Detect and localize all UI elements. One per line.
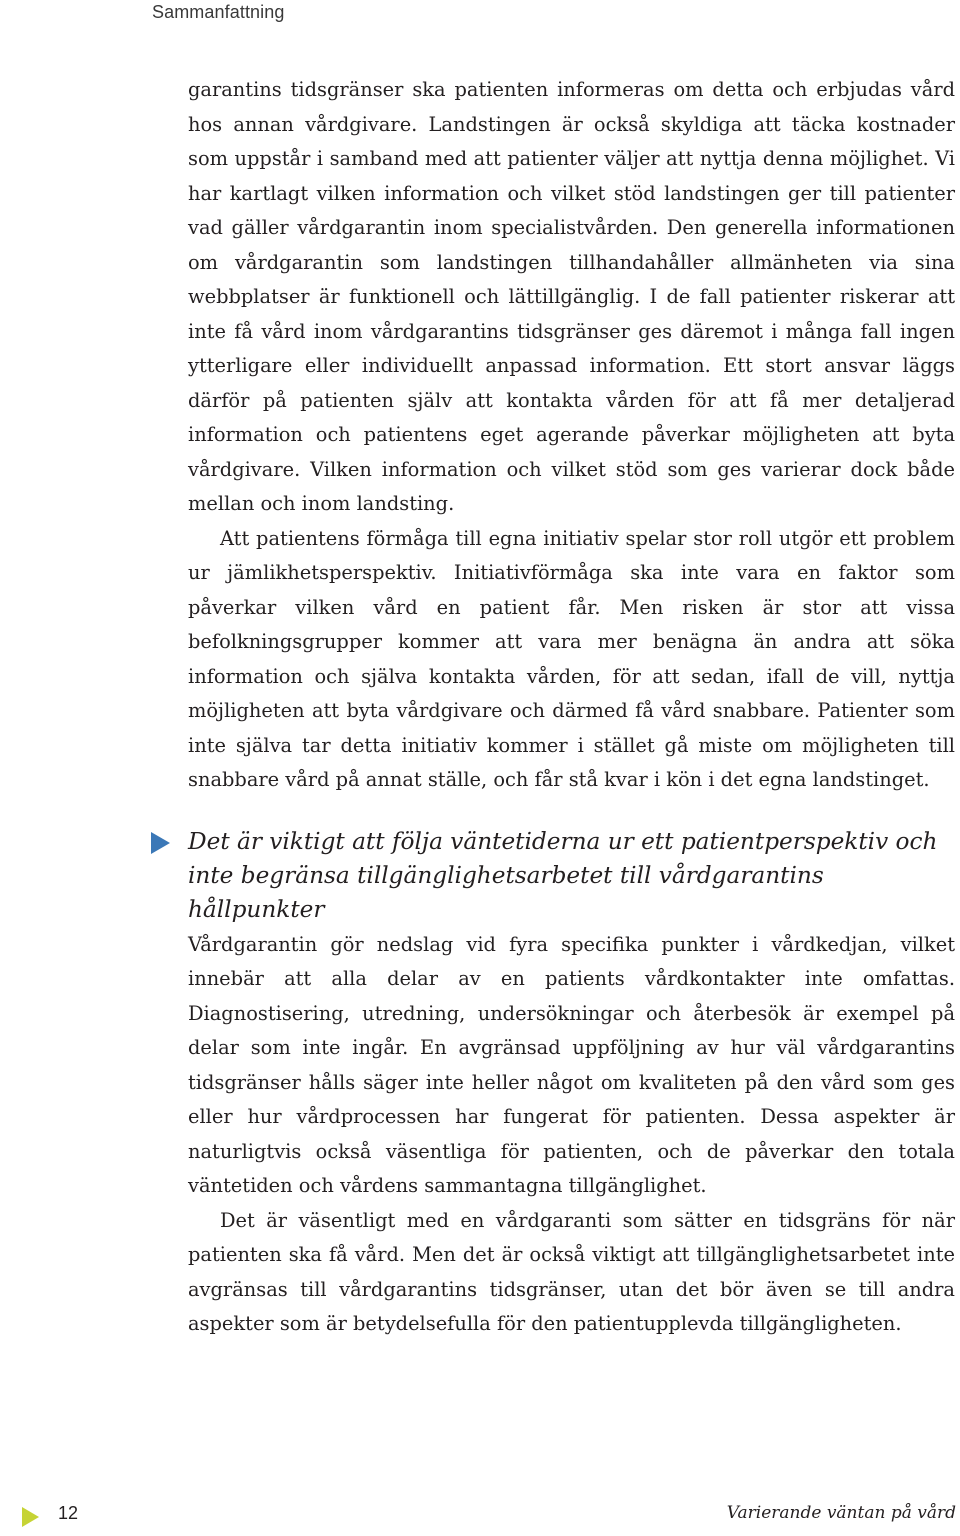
body-paragraph: Att patientens förmåga till egna initiativ spelar stor roll utgör ett problem ur jämlikhetsperspektiv. Initiativförmåga ska inte vara en faktor som påverkar vilken vård en patient får. Men risken är stor att vissa befolkningsgrupper kommer att vara mer benägna än andra att söka information och själva kontakta vården, för att sedan, ifall de vill, nyttja möjligheten att byta vårdgivare och därmed få vård snabbare. Patienter som inte själva tar detta initiativ kommer i stället gå miste om möjligheten till snabbare vård på annat ställe, och får stå kvar i kön i det egna landstinget. — [188, 526, 955, 791]
footer-triangle-icon — [22, 1507, 39, 1527]
page-number: 12 — [58, 1503, 79, 1523]
running-header-title: Sammanfattning — [152, 2, 285, 22]
triangle-right-icon — [151, 832, 170, 854]
body-paragraph: Vårdgarantin gör nedslag vid fyra specifika punkter i vårdkedjan, vilket innebär att alla delar av en patients vårdkontakter inte omfattas. Diagnostisering, utredning, undersökningar och återbesök är exempel på delar som inte ingår. En avgränsad uppföljning av hur väl vårdgarantins tidsgränser hålls säger inte heller något om kvaliteten på den vård som ges eller hur vårdprocessen har fungerat för patienten. Dessa aspekter är naturligtvis också väsentliga för patienten, och de påverkar den totala väntetiden och vårdens sammantagna tillgänglighet. — [188, 932, 955, 1197]
section-heading: Det är viktigt att följa väntetiderna ur ett patientperspektiv och inte begränsa tillgänglighetsarbetet till vårdgarantins hållpunkter — [188, 827, 938, 923]
main-text-column — [188, 73, 955, 1342]
body-paragraph: Det är väsentligt med en vårdgaranti som sätter en tidsgräns för när patienten ska få vård. Men det är också viktigt att tillgänglighetsarbetet inte avgränsas till vårdgarantins tidsgränser, utan det bör även se till andra aspekter som är betydelsefulla för den patientupplevda tillgängligheten. — [188, 1208, 955, 1335]
body-paragraph: garantins tidsgränser ska patienten informeras om detta och erbjudas vård hos annan vårdgivare. Landstingen är också skyldiga att täcka kostnader som uppstår i samband med att patienter väljer att nyttja denna möjlighet. Vi har kartlagt vilken information och vilket stöd landstingen ger till patienter vad gäller vårdgarantin inom specialistvården. Den generella informationen om vårdgarantin som landstingen tillhandahåller allmänheten via sina webbplatser är funktionell och lättillgänglig. I de fall patienter riskerar att inte få vård inom vårdgarantins tidsgränser ges däremot i många fall ingen ytterligare eller individuellt anpassad information. Ett stort ansvar läggs därför på patienten själv att kontakta vården för att få mer detaljerad information och patientens eget agerande påverkar möjligheten att byta vårdgivare. Vilken information och vilket stöd som ges varierar dock både mellan och inom landsting. — [188, 78, 955, 515]
footer-publication-title: Varierande väntan på vård — [726, 1503, 956, 1523]
section-heading-block — [188, 825, 955, 927]
section-spacer — [188, 798, 955, 825]
